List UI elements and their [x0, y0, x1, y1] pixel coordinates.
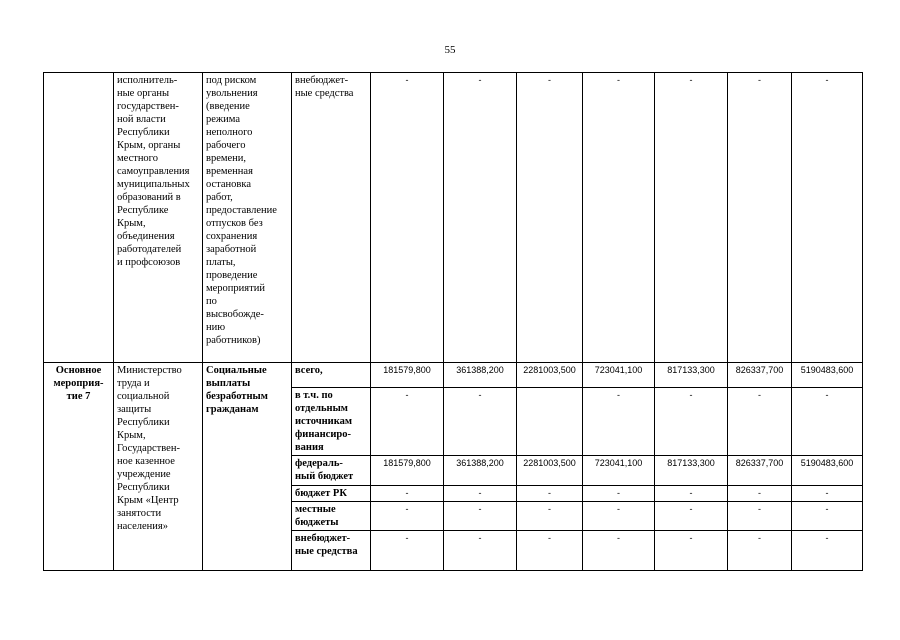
- value-cell: -: [371, 388, 444, 456]
- funding-source: бюджет РК: [292, 486, 371, 502]
- value-cell: -: [444, 388, 517, 456]
- table-row: [44, 363, 863, 388]
- funding-source: федераль- ный бюджет: [292, 456, 371, 486]
- value-cell: -: [655, 502, 728, 531]
- value-cell: -: [444, 531, 517, 571]
- value-cell: -: [583, 531, 655, 571]
- value-cell: 361388,200: [444, 363, 517, 388]
- continuation-value: -: [655, 73, 728, 363]
- value-cell: 5190483,600: [792, 456, 863, 486]
- value-cell: -: [371, 502, 444, 531]
- value-cell: -: [517, 531, 583, 571]
- value-cell: -: [583, 502, 655, 531]
- value-cell: 181579,800: [371, 363, 444, 388]
- value-cell: -: [583, 388, 655, 456]
- value-cell: -: [728, 486, 792, 502]
- value-cell: 181579,800: [371, 456, 444, 486]
- continuation-source: внебюджет- ные средства: [292, 73, 371, 363]
- value-cell: 826337,700: [728, 363, 792, 388]
- value-cell: 361388,200: [444, 456, 517, 486]
- value-cell: -: [517, 486, 583, 502]
- value-cell: 817133,300: [655, 363, 728, 388]
- value-cell: 2281003,500: [517, 456, 583, 486]
- funding-source: внебюджет- ные средства: [292, 531, 371, 571]
- value-cell: -: [792, 531, 863, 571]
- value-cell: -: [655, 486, 728, 502]
- value-cell: -: [728, 531, 792, 571]
- value-cell: -: [583, 486, 655, 502]
- continuation-col1: [44, 73, 114, 363]
- continuation-measure: под риском увольнения (введение режима неполного рабочего времени, временная остановка работ, предоставление отпусков без сохранения заработной платы, проведение мероприятий по высвобожде- нию работников): [203, 73, 292, 363]
- value-cell: -: [792, 388, 863, 456]
- value-cell: -: [655, 531, 728, 571]
- value-cell: -: [655, 388, 728, 456]
- value-cell: 5190483,600: [792, 363, 863, 388]
- value-cell: -: [728, 388, 792, 456]
- continuation-value: -: [371, 73, 444, 363]
- funding-source: в т.ч. по отдельным источникам финансиро- вания: [292, 388, 371, 456]
- value-cell: -: [792, 502, 863, 531]
- continuation-value: -: [583, 73, 655, 363]
- continuation-value: -: [517, 73, 583, 363]
- continuation-value: -: [792, 73, 863, 363]
- continuation-value: -: [444, 73, 517, 363]
- value-cell: -: [444, 502, 517, 531]
- value-cell: 2281003,500: [517, 363, 583, 388]
- funding-table: [43, 72, 863, 571]
- main-measure-name: Социальные выплаты безработным гражданам: [203, 363, 292, 571]
- value-cell: 723041,100: [583, 363, 655, 388]
- main-measure-label: Основное мероприя- тие 7: [44, 363, 114, 571]
- value-cell: -: [792, 486, 863, 502]
- value-cell: 817133,300: [655, 456, 728, 486]
- value-cell: 723041,100: [583, 456, 655, 486]
- value-cell: [517, 388, 583, 456]
- value-cell: 826337,700: [728, 456, 792, 486]
- page-number: 55: [444, 44, 456, 56]
- value-cell: -: [444, 486, 517, 502]
- value-cell: -: [517, 502, 583, 531]
- continuation-row: [44, 73, 863, 363]
- main-measure-executor: Министерство труда и социальной защиты Республики Крым, Государствен- ное казенное учреждение Республики Крым «Центр занятости населения»: [114, 363, 203, 571]
- funding-source: местные бюджеты: [292, 502, 371, 531]
- value-cell: -: [371, 486, 444, 502]
- value-cell: -: [371, 531, 444, 571]
- funding-source: всего,: [292, 363, 371, 388]
- value-cell: -: [728, 502, 792, 531]
- continuation-executor: исполнитель- ные органы государствен- ной власти Республики Крым, органы местного самоуправления муниципальных образований в Республике Крым, объединения работодателей и профсоюзов: [114, 73, 203, 363]
- continuation-value: -: [728, 73, 792, 363]
